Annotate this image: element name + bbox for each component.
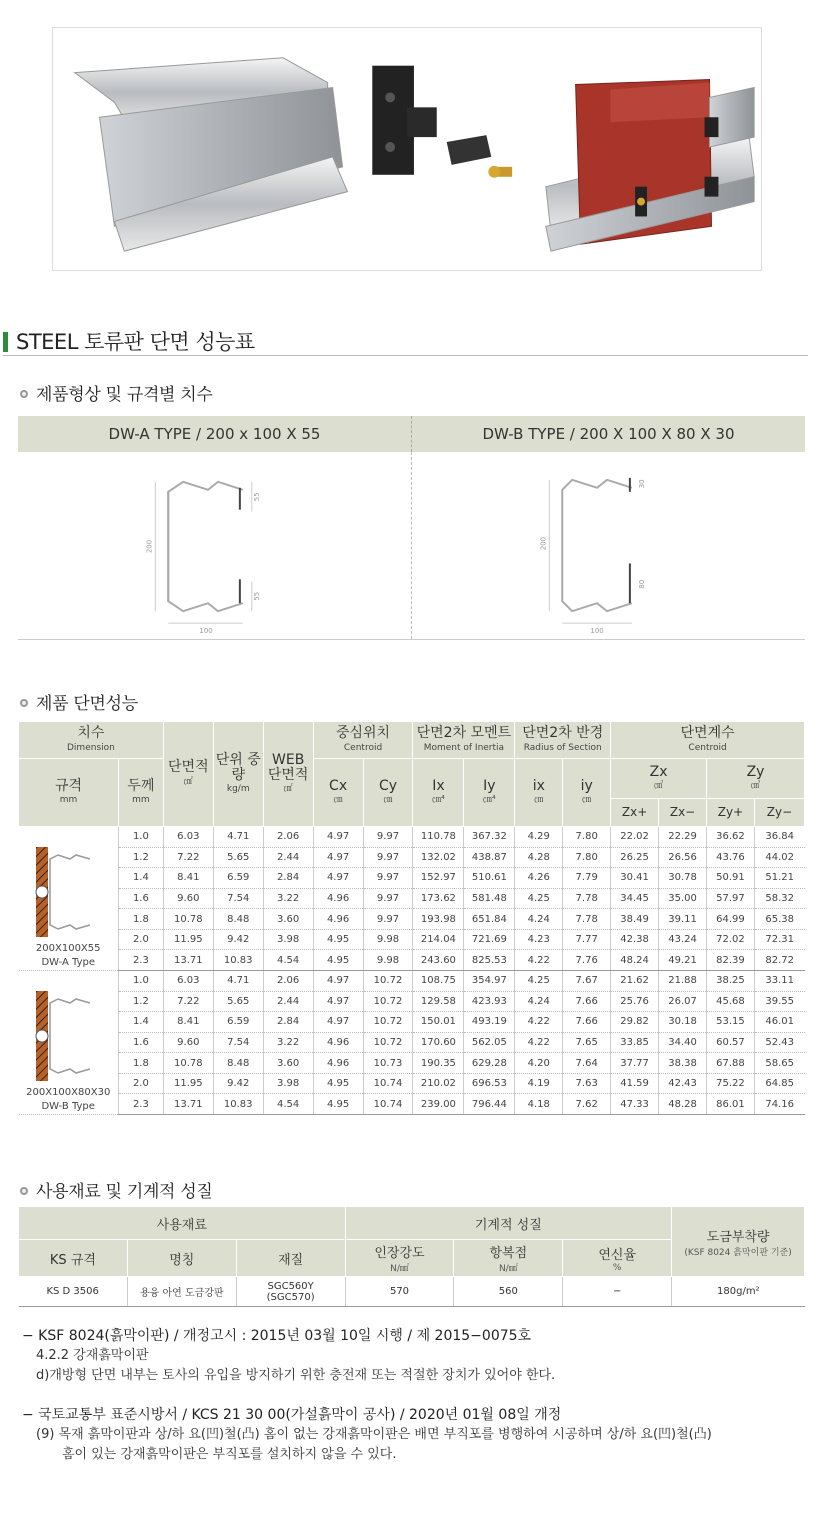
table-cell: 43.76 xyxy=(707,847,755,868)
table-cell: 48.28 xyxy=(659,1094,707,1115)
table-cell: 696.53 xyxy=(464,1073,515,1094)
table-cell: 4.96 xyxy=(313,1032,363,1053)
table-cell: 4.95 xyxy=(313,1073,363,1094)
table-cell: 41.59 xyxy=(611,1073,659,1094)
table-cell: 110.78 xyxy=(413,827,464,848)
table-cell: 6.03 xyxy=(163,971,213,992)
table-cell: 6.59 xyxy=(213,1012,263,1033)
table-cell: 4.29 xyxy=(515,827,563,848)
table-cell: 423.93 xyxy=(464,991,515,1012)
table-cell: 10.72 xyxy=(363,991,413,1012)
th-modulus: 단면계수 Centroid xyxy=(611,722,805,759)
table-cell: 30.78 xyxy=(659,868,707,889)
table-cell: 37.77 xyxy=(611,1053,659,1074)
table-cell: 190.35 xyxy=(413,1053,464,1074)
th-name: 명칭 xyxy=(127,1240,236,1277)
table-cell: 1.0 xyxy=(118,827,163,848)
table-cell: 3.60 xyxy=(263,909,313,930)
th-rx: ix ㎝ xyxy=(515,759,563,827)
subheading-performance: 제품 단면성능 xyxy=(20,689,138,714)
spec-drawings xyxy=(18,452,805,640)
dim-top-a: 55 xyxy=(252,492,261,502)
table-cell: 354.97 xyxy=(464,971,515,992)
drawing-dw-b xyxy=(411,452,805,639)
cell-ks: KS D 3506 xyxy=(19,1277,128,1307)
th-dimension: 치수 Dimension xyxy=(19,722,164,759)
table-cell: 4.25 xyxy=(515,971,563,992)
table-cell: 2.3 xyxy=(118,1094,163,1115)
table-cell: 4.97 xyxy=(313,991,363,1012)
table-cell: 7.22 xyxy=(163,847,213,868)
th-weight: 단위 중량 kg/m xyxy=(213,722,263,827)
table-cell: 36.84 xyxy=(754,827,804,848)
table-cell: 34.40 xyxy=(659,1032,707,1053)
cell-tensile: 570 xyxy=(345,1277,454,1307)
table-cell: 7.66 xyxy=(563,1012,611,1033)
table-cell: 26.56 xyxy=(659,847,707,868)
table-cell: 2.06 xyxy=(263,971,313,992)
table-cell: 210.02 xyxy=(413,1073,464,1094)
table-cell: 4.71 xyxy=(213,971,263,992)
table-cell: 4.96 xyxy=(313,888,363,909)
bullet-icon xyxy=(20,1187,28,1195)
subheading-shape: 제품형상 및 규격별 치수 xyxy=(20,380,213,405)
table-cell: 2.44 xyxy=(263,991,313,1012)
cell-name: 용융 아연 도금강판 xyxy=(127,1277,236,1307)
table-cell: 239.00 xyxy=(413,1094,464,1115)
table-cell: 108.75 xyxy=(413,971,464,992)
note-ksf-line1: 4.2.2 강재흙막이판 xyxy=(36,1348,149,1363)
th-radius: 단면2차 반경 Radius of Section xyxy=(515,722,611,759)
table-cell: 1.6 xyxy=(118,1032,163,1053)
table-cell: 4.95 xyxy=(313,929,363,950)
table-cell: 4.95 xyxy=(313,950,363,971)
table-cell: 7.66 xyxy=(563,991,611,1012)
note-kcs-line2: 홈이 있는 강재흙막이판은 부직포를 설치하지 않을 수 있다. xyxy=(62,1447,397,1462)
table-cell: 45.68 xyxy=(707,991,755,1012)
table-cell: 21.88 xyxy=(659,971,707,992)
table-cell: 651.84 xyxy=(464,909,515,930)
table-cell: 46.01 xyxy=(754,1012,804,1033)
th-ks: KS 규격 xyxy=(19,1240,128,1277)
table-cell: 796.44 xyxy=(464,1094,515,1115)
table-cell: 8.41 xyxy=(163,1012,213,1033)
table-cell: 74.16 xyxy=(754,1094,804,1115)
note-ksf-head: − KSF 8024(흙막이판) / 개정고시 : 2015년 03월 10일 시행 / 제 2015−0075호 xyxy=(22,1328,532,1344)
table-cell: 38.49 xyxy=(611,909,659,930)
table-cell: 7.54 xyxy=(213,888,263,909)
dim-height-b: 200 xyxy=(539,536,548,551)
th-zx: Zx ㎤ xyxy=(611,759,707,799)
table-cell: 58.65 xyxy=(754,1053,804,1074)
table-row xyxy=(19,1073,805,1094)
table-cell: 5.65 xyxy=(213,991,263,1012)
table-cell: 53.15 xyxy=(707,1012,755,1033)
table-cell: 7.22 xyxy=(163,991,213,1012)
table-row xyxy=(19,950,805,971)
table-cell: 2.84 xyxy=(263,868,313,889)
th-zy-minus: Zy− xyxy=(754,799,804,827)
table-cell: 4.97 xyxy=(313,847,363,868)
note-ksf xyxy=(22,1326,555,1386)
table-cell: 4.96 xyxy=(313,1053,363,1074)
table-cell: 4.18 xyxy=(515,1094,563,1115)
th-centroid: 중심위치 Centroid xyxy=(313,722,413,759)
cell-yield: 560 xyxy=(454,1277,563,1307)
table-cell: 7.64 xyxy=(563,1053,611,1074)
table-cell: 30.18 xyxy=(659,1012,707,1033)
th-ix: Ix ㎝⁴ xyxy=(413,759,464,827)
cell-elong: − xyxy=(563,1277,672,1307)
table-cell: 26.25 xyxy=(611,847,659,868)
table-cell: 11.95 xyxy=(163,929,213,950)
table-cell: 72.02 xyxy=(707,929,755,950)
th-iy: Iy ㎝⁴ xyxy=(464,759,515,827)
bullet-icon xyxy=(20,699,28,707)
table-cell: 3.22 xyxy=(263,1032,313,1053)
th-yield: 항복점 N/㎟ xyxy=(454,1240,563,1277)
table-cell: 38.38 xyxy=(659,1053,707,1074)
table-cell: 39.55 xyxy=(754,991,804,1012)
table-cell: 2.3 xyxy=(118,950,163,971)
product-image xyxy=(52,27,762,271)
table-cell: 51.21 xyxy=(754,868,804,889)
table-cell: 243.60 xyxy=(413,950,464,971)
table-cell: 10.78 xyxy=(163,909,213,930)
dim-width-a: 100 xyxy=(199,627,213,636)
spec-a-title: DW-A TYPE / 200 x 100 X 55 xyxy=(108,425,321,443)
table-cell: 33.11 xyxy=(754,971,804,992)
table-cell: 438.87 xyxy=(464,847,515,868)
table-cell: 6.03 xyxy=(163,827,213,848)
table-cell: 8.41 xyxy=(163,868,213,889)
table-cell: 7.80 xyxy=(563,847,611,868)
table-cell: 10.73 xyxy=(363,1053,413,1074)
table-cell: 75.22 xyxy=(707,1073,755,1094)
table-cell: 9.97 xyxy=(363,888,413,909)
table-cell: 36.62 xyxy=(707,827,755,848)
table-row xyxy=(19,868,805,889)
table-cell: 57.97 xyxy=(707,888,755,909)
table-cell: 64.85 xyxy=(754,1073,804,1094)
section-title: STEEL 토류판 단면 성능표 xyxy=(3,326,255,356)
bullet-icon xyxy=(20,390,28,398)
table-cell: 7.79 xyxy=(563,868,611,889)
table-cell: 52.43 xyxy=(754,1032,804,1053)
table-cell: 1.6 xyxy=(118,888,163,909)
th-size: 규격 mm xyxy=(19,759,119,827)
table-cell: 49.21 xyxy=(659,950,707,971)
table-row xyxy=(19,929,805,950)
table-cell: 6.59 xyxy=(213,868,263,889)
table-cell: 64.99 xyxy=(707,909,755,930)
table-cell: 7.54 xyxy=(213,1032,263,1053)
table-cell: 9.42 xyxy=(213,1073,263,1094)
table-cell: 58.32 xyxy=(754,888,804,909)
th-cx: Cx ㎝ xyxy=(313,759,363,827)
table-cell: 7.80 xyxy=(563,827,611,848)
table-cell: 7.77 xyxy=(563,929,611,950)
table-cell: 4.97 xyxy=(313,971,363,992)
table-cell: 4.54 xyxy=(263,950,313,971)
th-ry: iy ㎝ xyxy=(563,759,611,827)
table-cell: 4.54 xyxy=(263,1094,313,1115)
table-cell: 7.78 xyxy=(563,909,611,930)
table-cell: 26.07 xyxy=(659,991,707,1012)
table-cell: 50.91 xyxy=(707,868,755,889)
performance-table xyxy=(18,721,805,1115)
table-cell: 1.8 xyxy=(118,909,163,930)
table-cell: 7.67 xyxy=(563,971,611,992)
title-divider xyxy=(3,355,808,356)
table-cell: 22.02 xyxy=(611,827,659,848)
table-cell: 5.65 xyxy=(213,847,263,868)
th-area: 단면적 ㎠ xyxy=(163,722,213,827)
table-cell: 2.06 xyxy=(263,827,313,848)
dim-height-a: 200 xyxy=(145,539,154,554)
table-cell: 4.97 xyxy=(313,868,363,889)
table-cell: 510.61 xyxy=(464,868,515,889)
profile-diagram-icon xyxy=(28,847,108,937)
table-cell: 67.88 xyxy=(707,1053,755,1074)
group-label-2: DW-B Type xyxy=(41,1101,95,1112)
table-cell: 4.20 xyxy=(515,1053,563,1074)
table-cell: 10.74 xyxy=(363,1094,413,1115)
table-cell: 21.62 xyxy=(611,971,659,992)
th-inertia: 단면2차 모멘트 Moment of Inertia xyxy=(413,722,515,759)
note-ksf-line2: d)개방형 단면 내부는 토사의 유입을 방지하기 위한 충전재 또는 적절한 장치가 있어야 한다. xyxy=(36,1368,556,1383)
th-zy: Zy ㎤ xyxy=(707,759,805,799)
profile-cell xyxy=(19,971,119,1115)
note-kcs xyxy=(22,1405,712,1465)
table-cell: 9.98 xyxy=(363,950,413,971)
group-label-1: 200X100X55 xyxy=(35,943,101,954)
table-cell: 9.97 xyxy=(363,827,413,848)
table-cell: 47.33 xyxy=(611,1094,659,1115)
table-row xyxy=(19,1012,805,1033)
table-cell: 60.57 xyxy=(707,1032,755,1053)
th-zx-minus: Zx− xyxy=(659,799,707,827)
table-cell: 7.65 xyxy=(563,1032,611,1053)
table-cell: 4.23 xyxy=(515,929,563,950)
table-cell: 214.04 xyxy=(413,929,464,950)
table-cell: 9.98 xyxy=(363,929,413,950)
table-cell: 10.83 xyxy=(213,950,263,971)
th-thickness: 두께 mm xyxy=(118,759,163,827)
table-cell: 1.0 xyxy=(118,971,163,992)
table-cell: 72.31 xyxy=(754,929,804,950)
table-cell: 132.02 xyxy=(413,847,464,868)
spec-b-title: DW-B TYPE / 200 X 100 X 80 X 30 xyxy=(411,416,805,452)
th-zy-plus: Zy+ xyxy=(707,799,755,827)
table-cell: 2.44 xyxy=(263,847,313,868)
table-cell: 42.38 xyxy=(611,929,659,950)
table-cell: 34.45 xyxy=(611,888,659,909)
table-row xyxy=(19,991,805,1012)
table-cell: 1.8 xyxy=(118,1053,163,1074)
table-cell: 581.48 xyxy=(464,888,515,909)
table-cell: 82.72 xyxy=(754,950,804,971)
table-cell: 3.60 xyxy=(263,1053,313,1074)
note-kcs-line1: (9) 목재 흙막이판과 상/하 요(凹)철(凸) 홈이 없는 강재흙막이판은 배면 부직포를 병행하여 시공하며 상/하 요(凹)철(凸) xyxy=(36,1427,712,1442)
table-cell: 170.60 xyxy=(413,1032,464,1053)
table-row xyxy=(19,847,805,868)
cell-coat: 180g/m² xyxy=(672,1277,805,1307)
table-cell: 35.00 xyxy=(659,888,707,909)
table-row xyxy=(19,1277,805,1307)
dim-width-b: 100 xyxy=(590,627,604,636)
table-cell: 30.41 xyxy=(611,868,659,889)
table-cell: 562.05 xyxy=(464,1032,515,1053)
table-row xyxy=(19,827,805,848)
table-cell: 10.72 xyxy=(363,971,413,992)
table-cell: 4.95 xyxy=(313,1094,363,1115)
dim-bottom-a: 55 xyxy=(252,591,261,601)
table-cell: 9.60 xyxy=(163,1032,213,1053)
th-grade: 재질 xyxy=(236,1240,345,1277)
spec-header xyxy=(18,416,805,452)
th-elong: 연신율 % xyxy=(563,1240,672,1277)
table-cell: 4.96 xyxy=(313,909,363,930)
table-row xyxy=(19,888,805,909)
table-cell: 7.62 xyxy=(563,1094,611,1115)
table-cell: 13.71 xyxy=(163,950,213,971)
table-cell: 150.01 xyxy=(413,1012,464,1033)
table-cell: 3.98 xyxy=(263,929,313,950)
table-cell: 4.24 xyxy=(515,909,563,930)
table-cell: 2.0 xyxy=(118,929,163,950)
th-material: 사용재료 xyxy=(19,1207,346,1240)
table-row xyxy=(19,909,805,930)
th-tensile: 인장강도 N/㎟ xyxy=(345,1240,454,1277)
table-cell: 42.43 xyxy=(659,1073,707,1094)
table-cell: 29.82 xyxy=(611,1012,659,1033)
table-cell: 43.24 xyxy=(659,929,707,950)
table-row xyxy=(19,1053,805,1074)
group-label-2: DW-A Type xyxy=(41,957,95,968)
table-cell: 367.32 xyxy=(464,827,515,848)
title-marker xyxy=(3,332,8,352)
table-cell: 86.01 xyxy=(707,1094,755,1115)
table-cell: 152.97 xyxy=(413,868,464,889)
th-coat: 도금부착량 (KSF 8024 흙막이판 기준) xyxy=(672,1207,805,1277)
table-cell: 493.19 xyxy=(464,1012,515,1033)
table-cell: 10.72 xyxy=(363,1012,413,1033)
dim-bottom-b: 80 xyxy=(637,579,646,589)
table-cell: 9.97 xyxy=(363,868,413,889)
profile-diagram-icon xyxy=(28,991,108,1081)
dim-top-b: 30 xyxy=(637,479,646,489)
table-row xyxy=(19,971,805,992)
th-zx-plus: Zx+ xyxy=(611,799,659,827)
table-cell: 7.76 xyxy=(563,950,611,971)
table-cell: 7.78 xyxy=(563,888,611,909)
table-cell: 10.83 xyxy=(213,1094,263,1115)
table-cell: 4.22 xyxy=(515,950,563,971)
table-cell: 4.26 xyxy=(515,868,563,889)
table-cell: 9.42 xyxy=(213,929,263,950)
table-cell: 7.63 xyxy=(563,1073,611,1094)
group-label-1: 200X100X80X30 xyxy=(26,1087,111,1098)
table-cell: 10.78 xyxy=(163,1053,213,1074)
table-cell: 825.53 xyxy=(464,950,515,971)
table-cell: 44.02 xyxy=(754,847,804,868)
profile-cell xyxy=(19,827,119,971)
note-kcs-head: − 국토교통부 표준시방서 / KCS 21 30 00(가설흙막이 공사) / 2020년 01월 08일 개정 xyxy=(22,1407,562,1423)
table-cell: 10.74 xyxy=(363,1073,413,1094)
table-cell: 4.25 xyxy=(515,888,563,909)
table-cell: 3.22 xyxy=(263,888,313,909)
table-row xyxy=(19,1032,805,1053)
table-cell: 4.71 xyxy=(213,827,263,848)
table-cell: 65.38 xyxy=(754,909,804,930)
subheading-material: 사용재료 및 기계적 성질 xyxy=(20,1177,213,1202)
table-cell: 1.2 xyxy=(118,991,163,1012)
table-cell: 4.97 xyxy=(313,827,363,848)
cell-grade: SGC560Y (SGC570) xyxy=(236,1277,345,1307)
material-table xyxy=(18,1206,805,1307)
table-cell: 629.28 xyxy=(464,1053,515,1074)
table-cell: 193.98 xyxy=(413,909,464,930)
performance-body xyxy=(19,827,805,1115)
table-cell: 22.29 xyxy=(659,827,707,848)
table-cell: 13.71 xyxy=(163,1094,213,1115)
table-cell: 4.22 xyxy=(515,1032,563,1053)
table-cell: 4.24 xyxy=(515,991,563,1012)
table-cell: 4.97 xyxy=(313,1012,363,1033)
th-web: WEB 단면적 ㎠ xyxy=(263,722,313,827)
table-cell: 129.58 xyxy=(413,991,464,1012)
th-cy: Cy ㎝ xyxy=(363,759,413,827)
table-cell: 82.39 xyxy=(707,950,755,971)
table-cell: 11.95 xyxy=(163,1073,213,1094)
table-cell: 721.69 xyxy=(464,929,515,950)
table-cell: 1.4 xyxy=(118,868,163,889)
table-cell: 4.22 xyxy=(515,1012,563,1033)
table-cell: 9.97 xyxy=(363,909,413,930)
table-cell: 10.72 xyxy=(363,1032,413,1053)
th-mech: 기계적 성질 xyxy=(345,1207,672,1240)
table-cell: 48.24 xyxy=(611,950,659,971)
table-cell: 8.48 xyxy=(213,1053,263,1074)
table-cell: 39.11 xyxy=(659,909,707,930)
table-cell: 8.48 xyxy=(213,909,263,930)
table-row xyxy=(19,1094,805,1115)
table-cell: 1.2 xyxy=(118,847,163,868)
table-cell: 2.0 xyxy=(118,1073,163,1094)
table-cell: 2.84 xyxy=(263,1012,313,1033)
table-cell: 1.4 xyxy=(118,1012,163,1033)
drawing-dw-a xyxy=(18,452,411,639)
table-cell: 9.60 xyxy=(163,888,213,909)
table-cell: 38.25 xyxy=(707,971,755,992)
table-cell: 3.98 xyxy=(263,1073,313,1094)
table-cell: 4.19 xyxy=(515,1073,563,1094)
table-cell: 25.76 xyxy=(611,991,659,1012)
table-cell: 9.97 xyxy=(363,847,413,868)
table-cell: 173.62 xyxy=(413,888,464,909)
table-cell: 33.85 xyxy=(611,1032,659,1053)
table-cell: 4.28 xyxy=(515,847,563,868)
